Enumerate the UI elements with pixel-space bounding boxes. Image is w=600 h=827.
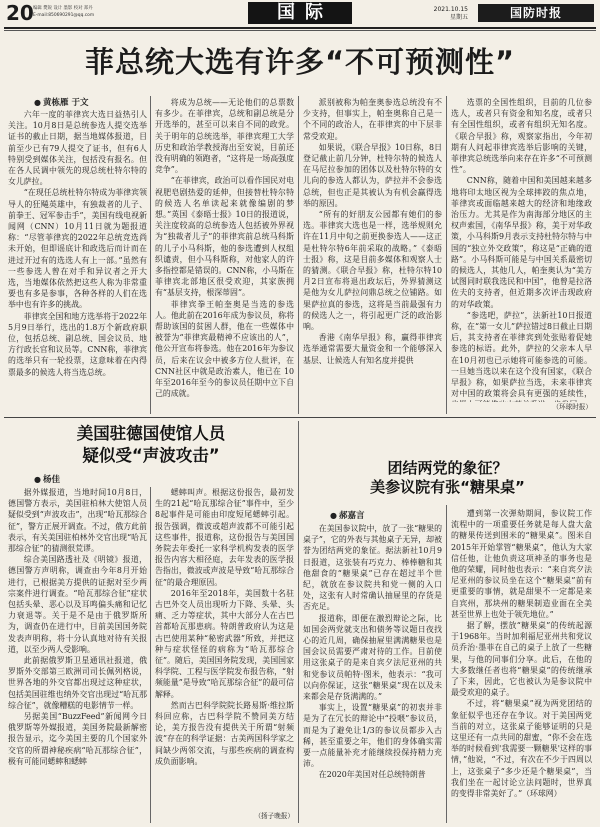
- issue-date: [410, 6, 468, 22]
- right-article-col2: [451, 508, 592, 824]
- left-source-tag: （扬子晚报）: [254, 812, 294, 820]
- left-article-col2: [155, 487, 294, 809]
- paragraph: “参选吧，萨拉”，法新社10日报道称，在“第一女儿”萨拉错过8日截止日期后，其支持者在菲律宾到处张贴着促她参选的标语。此外，萨拉的父亲本人早在10月初也已示她将可能参选的可能。一旦她当选以来在这个没有国家，《联合早报》称，如果萨拉当选，未来菲律宾对中国的政策将会具有更强的延续性，: [451, 310, 592, 399]
- main-byline: [34, 96, 88, 108]
- paragraph: 菲律宾拳王帕奎奥是当选的参选人。他此前在2016年成为参议员，称将帮助该国的贫困人群，他在一些媒体中被誉为“菲律宾最精神不应该出的人”，他公开宣布将参选。他在2016年为参议员，后来在议会中被多方位人批评，在CNN社区中就是政治素人，他已在 10年至2016年至今的参议员任期中立下自己的成就。: [155, 299, 294, 399]
- right-headline-line1: 团结两党的象征？: [387, 459, 508, 477]
- byline-mark-icon: ●: [330, 510, 337, 520]
- date-text: 2021.10.15: [433, 6, 468, 13]
- main-headline: 菲总统大选有许多“不可预测性”: [84, 45, 516, 79]
- left-article-headline: [8, 423, 294, 467]
- left-byline: [34, 473, 60, 485]
- editor-info: [33, 6, 94, 19]
- paragraph: 据了解，摆放“糖果桌”的传统起源于1968年。当时加利福尼亚州共和党议员乔治·墨菲在自己的桌子上放了一些糖果，与他的同事们分享。此后，在他的大多数继任者也将“糖果桌”的传统继承了下来，因此，它也被认为是参议院中最受欢迎的桌子。: [451, 621, 592, 698]
- paragraph: 蟋蟀叫声。根据这份报告，最初发生的21起“哈瓦那综合征”事件中，至少8起事件是可能由印度短尾蟋蟀引起。报告强调，微波或超声波都不可能引起这些事件，报道称，这份报告与美国国务院去年委托一家科学机构发表的医学报告内容大相径庭，去年发表的医学报告指出，微波或声波是导致“哈瓦那综合征”的最合理原因。: [155, 488, 294, 587]
- byline-mark-icon: ●: [34, 474, 41, 484]
- section-separator: [4, 417, 596, 418]
- paragraph: “在现任总统杜特尔特成为菲律宾领导人的狂飚英雄中，有独裁者的儿子、前拳王、冠军参击手”，美国有线电视新闻网（CNN）10月11日就为题报道称：“尽管菲律宾的2022年总统竞选尚未开始，但即谣底计和政选后而计而在进过开过有的选选人有上一部。”虽然有一些参选人曾在对手和异议者之开大选，当地媒体依然把这些人称为非常重要也有多是参事，各种各样的人们在选举中也有许多的挑战。: [8, 188, 147, 310]
- paragraph: 派别被称为帕奎奥参选总统没有不少支持，但事实上，帕奎奥称自己是一个不同的政治人，在菲律宾的中下层非常受欢迎。: [303, 98, 442, 141]
- left-article-col1: [8, 487, 147, 824]
- main-source-tag: （环球时报）: [552, 403, 592, 411]
- column-divider: [150, 487, 151, 823]
- byline-mark-icon: ●: [34, 97, 41, 107]
- header-rule: [4, 27, 596, 29]
- right-byline: [330, 509, 365, 521]
- paragraph: 将成为总统——无论他们的总票数有多少。在菲律宾，总统和副总统是分开选举的，甚至可以来自不同的政党。关于明年的总统选举，菲律宾理工大学历史和政治学教授海出至安说，目前还没有明确的领跑者，“这将是一场高强度竞争”。: [155, 98, 294, 175]
- paragraph: 如果说，《联合早报》10日称，8日登记截止前几分钟，杜特尔特的候选人在马尼拉参加的团体以及杜特尔特的女儿向的参选人都认为，萨拉并不会参选总统，但也正是其被认为有机会赢得选举的原因。: [303, 142, 442, 208]
- right-article-headline: [303, 459, 592, 497]
- editor-line: 编辑 樊锐 设计 墨影 校对 郑丹: [33, 6, 93, 11]
- header-rule-thin: [4, 30, 596, 31]
- paragraph: CNN称，随着中国和美国越来越多地将印太地区视为全球摔跤的焦点地，菲律宾或面临越来越大的经济和地缘政治压力。尤其是作为南海部分地区的主权声索国，《南华早报》称，美于对华政策，小马科斯9月表示支持杜特尔特与中国的“独立外交政策”，称这是“正确的道路”。小马科斯可能是与中国关系最密切的候选人，其他几人，帕奎奥认为“美方试图同时联我选民和中国”，他曾是拉洛佐夫的支持者，但近期多次评击现政府的对华政策。: [451, 176, 592, 309]
- main-article-col3: [303, 97, 442, 415]
- main-article-col1: [8, 109, 147, 415]
- weekday-text: 星期五: [449, 14, 468, 21]
- main-article-col4: [451, 97, 592, 402]
- paragraph: 在美国参议院中，放了一张“糖果的桌子”，它的外表与其他桌子无异，却被誉为团结两党的象征。据法新社10月9日报道，这张装有巧克力、棒棒糖和其他甜食的“糖果桌”已存在超过半个世纪，就放在参议院共和党一侧的入口处，这张有人时常确认抽屉里的存货是否充足。: [303, 524, 442, 612]
- paragraph: 另据美国“BuzzFeed”新闻网今日俄罗斯等外媒报道，美国务院最新解密报告显示，迄今美国主要的几个国家外交官的所谓神秘疾病“哈瓦那综合征”，极有可能同蟋蟀和蟋蟀: [8, 712, 147, 766]
- left-byline-text: 杨佳: [42, 475, 60, 485]
- paragraph: 综合美国路透社及《明镜》报道，德国警方声明称，调查由今年8月开始进行，已根据美方提供的证据对至少两宗案件进行调查。“哈瓦那综合征”症状包括头晕、恶心以及耳鸣偏头痛和记忆力衰退等。关于是不是由于俄罗斯所为，调查仍在进行中，目前美国国务院发表声明称，将十分认真地对待有关报道，以至少两人受影响。: [8, 555, 147, 654]
- column-divider: [298, 421, 299, 823]
- paragraph: 事实上，设置“糖果桌”的初衷并非是为了在冗长的辩论中“投喂”参议员，而是为了避免让1/3的参议员都步入古稀，甚至重要之年，他们的身体确实需要一点能量补充才能继续投保持精力充沛。: [303, 703, 442, 769]
- paragraph: 香港《南华早报》称，赢得菲律宾选举通常需要大量资金和一个能够深入基层、让候选人有知名度并提供: [303, 333, 442, 365]
- email-line: E-mail:850690291@qq.com: [33, 12, 95, 18]
- paragraph: 此前据俄罗斯卫星通讯社报道，俄罗斯外交部第三欧洲司司长佩列格说，世界各地的外交官都出现过这种症状，包括美国驻维也纳外交官出现过“哈瓦那综合征”，就像糟糕的电影情节一样。: [8, 656, 147, 710]
- paragraph: 报道称，即便在激烈辩论之际，比如国会两党就支出和债务等议题日夜找心的近几周，确保抽屉里满满糖果也是国会议员需要严肃对待的工作。目前使用这张桌子的是来自宾夕法尼亚州的共和党参议员帕特·图米，他表示：“我可以向你保证，这张“糖果桌”现在以及未来都会是存货满满的。”: [303, 613, 442, 702]
- paragraph: “所有的好朋友公园都有她们的参选。菲律宾大选也是一样，选举规则允许在11月中旬之前更换参选人——这正是杜特尔特6年前采取的战略。”《泰晤士报》称，这是目前多媒体和观察人士的猜测。《联合早报》称，杜特尔特10月2日宣布将退出政坛后，外界猜测这是他为女儿萨拉问鼎总统之位铺路。如果萨拉真的参选，这将是当前最强有力的候选人之一，将引起更广泛的政治影响。: [303, 210, 442, 332]
- paragraph: 2016年至2018年，美国数十名驻古巴外交人员出现听力下降、头晕、头痛、乏力等症状，其中大部分人在古巴首都哈瓦那患病。特朗普政府认为这是古巴使用某种“秘密武器”所致，并把这种与症状怪怪的病称为“哈瓦那综合征”。随后，美国国务院发现，美国国家科学院、工程与医学院发布报告称，“射频能量”是导致“哈瓦那综合征”的最可信解释。: [155, 588, 294, 699]
- paragraph: 然而古巴科学院院长路易斯·维拉斯科回应称，古巴科学院不赞同美方结论，美方报告没有提供关于所谓“射频波”存在的科学证据：古美两国科学家之间缺少两邻交流，与那些疾病的调查构成负面影响。: [155, 700, 294, 766]
- paragraph: 据外媒报道，当地时间10月8日，德国警方表示，美国驻柏林大使馆人员疑似受到“声波攻击”，出现“哈瓦那综合征”，警方正展开调查。不过，俄方此前表示，有关美国驻柏林外交官出现“哈瓦那综合征”的猜测很荒谬。: [8, 488, 147, 554]
- main-byline-text: 黄栋雁 于文: [42, 98, 89, 108]
- right-byline-text: 郝嘉言: [338, 511, 365, 521]
- paragraph: 六年一度的菲律宾大选日益热引人关注。10月8日是总统参选人提交选举证书的截止日期，据当地媒体报道，目前至少已有79人提交了证书，但有6人特别受到媒体关注，包括没有报名。但在各人民调中领先的现总统杜特尔特的女儿萨拉。: [8, 110, 147, 187]
- paragraph: “在菲律宾，政治可以看作国民对电视肥皂剧热爱的延伸，但接替杜特尔特的候选人名单读起来就像编剧的梦想。”英国《泰晤士报》10日的报道说，关注度较高的总统参选人包括被外界视为“独裁者儿子”的菲律宾前总统马科斯的儿子小马科斯，他的参选遭到人权组织谴责，但小马科斯称，对他家人的许多指控都是错误的。CNN称，小马斯在菲律宾北部地区很受欢迎，其家族拥有“基层支持，根深蒂固”。: [155, 176, 294, 298]
- right-article-col1: [303, 523, 442, 824]
- paragraph: 选票的全国性组织，目前的几位参选人，或者只有资金和知名度，或者只有全国性组织，或者有组织无知名度。《联合早报》称，观察家指出，今年初期有人问起菲律宾选举后影响的关键，菲律宾总统选举向来存在许多“不可预测性”。: [451, 98, 592, 175]
- page-number: 20: [6, 1, 34, 25]
- paragraph: 在2020年美国对任总统特朗普: [318, 770, 426, 780]
- paragraph: 不过，将“糖果桌”视为两党团结的象征似乎也还存在争议。对于美国两党当前的对立，这张桌子能够证明的只是这里还有一点共同的甜蜜，“你不会在选举的时候看到'我需要一颗糖果'这样的事情，”他说，“不过，有次在不少于四周以上，这张桌子“多少还是个糖果桌”，当我们坐在一起讨论立法问题时，世界真的变得非常美好了。”（环球网）: [451, 699, 592, 799]
- main-article-col2: [155, 97, 294, 415]
- paragraph: 菲律宾全国和地方选举将于2022年5月9日举行，选出的1.8万个新政府职位，包括总统、副总统、国会议员、地方行政长官和议员等。CNN称，菲律宾的选举只有一轮投票，这意味着在内得票最多的候选人将当选总统。: [8, 311, 147, 377]
- right-headline-line2: 美参议院有张“糖果桌”: [370, 478, 525, 496]
- left-headline-line1: 美国驻德国使馆人员: [76, 424, 226, 443]
- column-divider: [298, 96, 299, 414]
- section-title: 国际: [248, 2, 352, 24]
- column-divider: [446, 505, 447, 823]
- column-divider: [446, 96, 447, 414]
- left-headline-line2: 疑似受“声波攻击”: [82, 446, 220, 465]
- column-divider: [150, 96, 151, 414]
- paragraph: 遭到第一次弹劾期间，参议院工作流程中的一项重要任务就是每人盘大盒的糖果传送到围米的“糖果桌”。图米自2015年开始掌管“糖果桌”，他认为大家信任他，让他负责这项神圣的事务也是他的荣耀，同时他也表示：“来自宾夕法尼亚州的参议员坐在这个“糖果桌”前有更重要的事情，就是甜果不一定都是来自宾州，那块州的糖果制造业面在全美甚至世界上也处于领先地位。”: [451, 509, 592, 619]
- newspaper-logo: 国防时报: [478, 4, 594, 22]
